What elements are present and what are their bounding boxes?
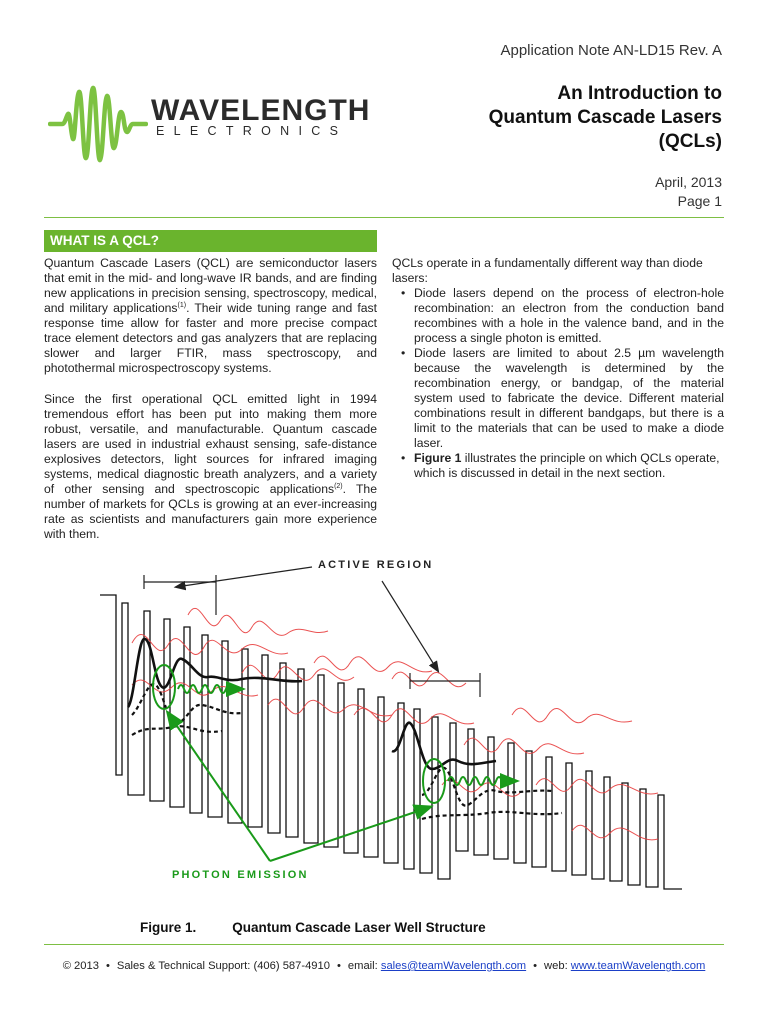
- figure-number: Figure 1.: [140, 920, 197, 935]
- header-divider: [44, 217, 724, 218]
- paragraph-intro: Quantum Cascade Lasers (QCL) are semiconductor lasers that emit in the mid- and long-wave IR bands, and are finding new applications in precision sensing, spectroscopy, medical, and military applications$^{(1)}$. Their wide tuning range and fast response time allow for faster and more precise compact trace element detectors and gas analyzers that are replacing slower and larger FTIR, mass spectroscopy, and photothermal microspectroscopy systems.: [44, 256, 377, 375]
- document-date: April, 2013: [655, 174, 722, 190]
- page-number: Page 1: [677, 193, 722, 209]
- app-note-number: Application Note AN-LD15 Rev. A: [500, 42, 722, 59]
- title-line-2: Quantum Cascade Lasers: [488, 107, 722, 128]
- paragraph-history: Since the first operational QCL emitted light in 1994 tremendous effort has been put into making them more robust, versatile, and manufacturable. Quantum cascade lasers are used in industrial exhaust sensing, safe-distance explosives detectors, light sources for infrared imaging systems, medical diagnostic breath analyzers, and a variety of other sensing and spectroscopic applications$^{(2)}$. The number of markets for QCLs is growing at an ever-increasing rate as scientists and manufacturers gain more experience with them.: [44, 392, 377, 541]
- section-heading: WHAT IS A QCL?: [44, 230, 377, 252]
- list-item: • Diode lasers are limited to about 2.5 µm wavelength because the wavelength is determined by the recombination energy, or bandgap, of the material system used to fabricate the device. Different material combinations result in different bandgaps, but there is a limit to the materials that can be used to make a diode laser.: [392, 346, 724, 451]
- lower-laser-states: [132, 684, 562, 819]
- qcl-well-structure-diagram: [92, 555, 692, 895]
- title-line-3: (QCLs): [658, 131, 722, 152]
- reference-1: (1): [177, 301, 187, 309]
- wavelength-logo-icon: [48, 84, 148, 164]
- date-block: [655, 173, 722, 211]
- website-link[interactable]: www.teamWavelength.com: [570, 960, 706, 972]
- right-column: [392, 256, 724, 481]
- figure-reference: Figure 1: [414, 451, 462, 465]
- logo-wordmark: WAVELENGTH: [151, 94, 371, 127]
- bullet-list: [392, 286, 724, 481]
- active-region-label: ACTIVE REGION: [318, 559, 434, 571]
- document-title: [402, 82, 722, 154]
- support-phone: Sales & Technical Support: (406) 587-4910: [116, 960, 330, 972]
- electron-wavefunctions: [132, 608, 658, 840]
- photon-emission-label: PHOTON EMISSION: [172, 869, 309, 881]
- email-link[interactable]: sales@teamWavelength.com: [380, 960, 527, 972]
- list-item: • Figure 1 illustrates the principle on which QCLs operate, which is discussed in detail in the next section.: [392, 451, 724, 481]
- upper-laser-state: [128, 639, 496, 769]
- page-footer: © 2013 • Sales & Technical Support: (406) 587-4910 • email: sales@teamWavelength.com • web: www.teamWavelength.com: [62, 960, 706, 972]
- email-label: email:: [347, 960, 378, 972]
- left-column: [44, 256, 377, 542]
- figure-caption: [140, 920, 486, 935]
- logo-subtitle: ELECTRONICS: [156, 124, 348, 138]
- reference-2: (2): [334, 482, 343, 490]
- footer-divider: [44, 944, 724, 945]
- title-line-1: An Introduction to: [557, 83, 722, 104]
- paragraph-comparison: QCLs operate in a fundamentally different way than diode lasers:: [392, 256, 703, 285]
- list-item: • Diode lasers depend on the process of electron-hole recombination: an electron from the conduction band recombines with a hole in the valence band, and in the process a single photon is emitted.: [392, 286, 724, 346]
- figure-title: Quantum Cascade Laser Well Structure: [232, 920, 486, 935]
- copyright: © 2013: [62, 960, 99, 972]
- web-label: web:: [544, 960, 568, 972]
